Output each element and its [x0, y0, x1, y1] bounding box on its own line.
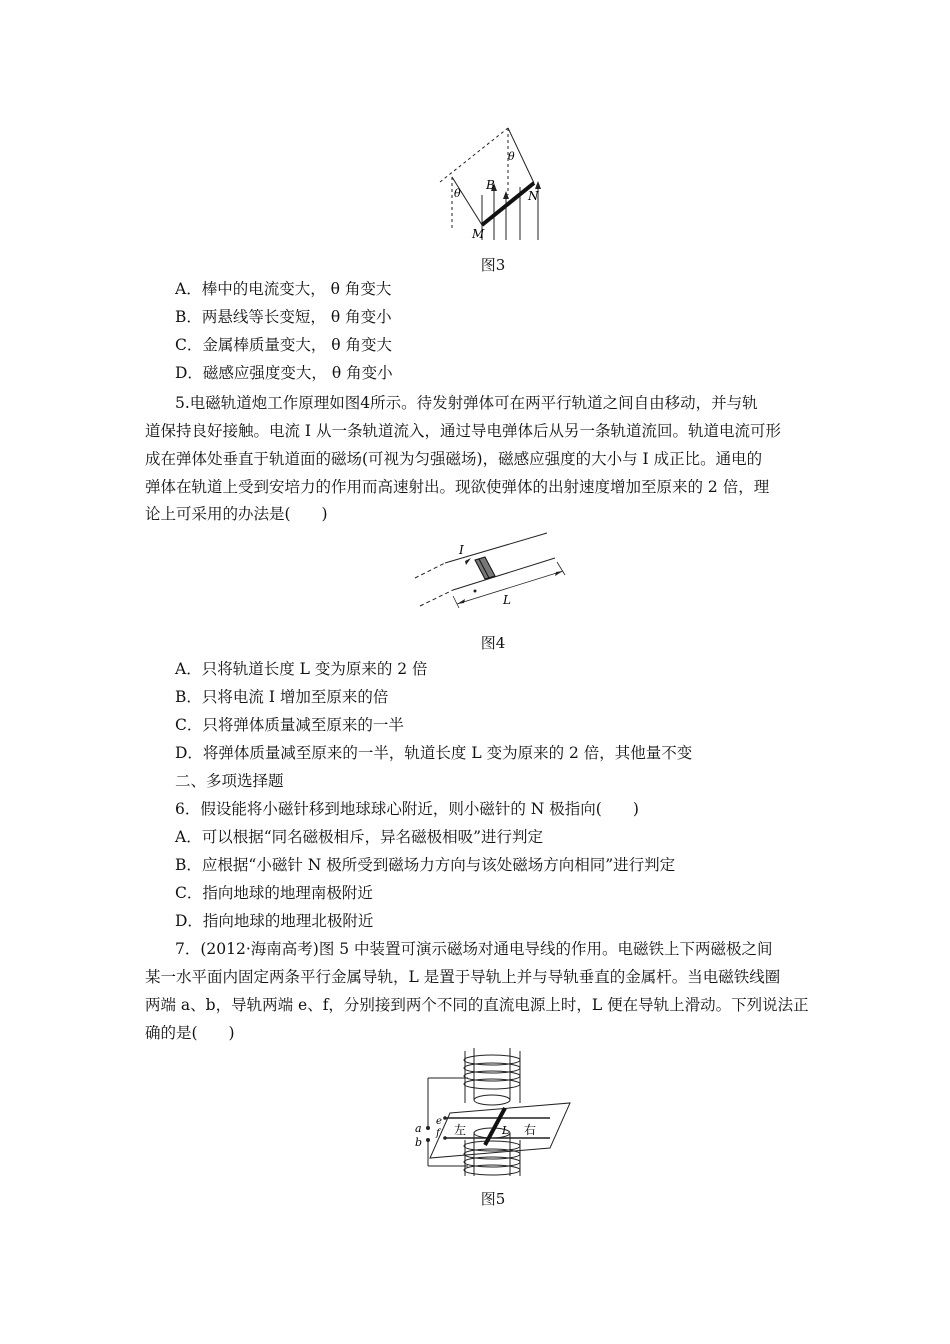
- fig3-B-label: B: [486, 178, 495, 192]
- fig3-theta2-label: θ: [508, 150, 515, 163]
- figure-3-caption: 图3: [480, 256, 506, 274]
- q5-stem-line-3: 成在弹体处垂直于轨道面的磁场(可视为匀强磁场)，磁感应强度的大小与 I 成正比。通电的: [145, 450, 763, 468]
- q7-stem-line-2: 某一水平面内固定两条平行金属导轨，L 是置于导轨上并与导轨垂直的金属杆。当电磁铁线圈: [145, 968, 781, 986]
- fig3-M-label: M: [472, 227, 485, 241]
- q5-stem-line-5: 论上可采用的办法是( ): [145, 505, 328, 523]
- q4-option-c: C．金属棒质量变大， θ 角变大: [175, 336, 393, 354]
- q5-stem-line-4: 弹体在轨道上受到安培力的作用而高速射出。现欲使弹体的出射速度增加至原来的 2 倍，理: [145, 478, 770, 496]
- q6-option-d: D．指向地球的地理北极附近: [175, 912, 374, 930]
- fig3-theta1-label: θ: [454, 187, 461, 200]
- fig4-I-label: I: [459, 543, 464, 557]
- fig3-N-label: N: [528, 189, 539, 203]
- q5-stem-line-1: 5.电磁轨道炮工作原理如图4所示。待发射弹体可在两平行轨道之间自由移动，并与轨: [175, 394, 758, 412]
- q6-option-c: C．指向地球的地理南极附近: [175, 884, 373, 902]
- q7-stem-line-1: 7．(2012·海南高考)图 5 中装置可演示磁场对通电导线的作用。电磁铁上下两磁极之间: [175, 940, 773, 958]
- figure-4-diagram: [405, 528, 575, 618]
- figure-3-diagram: [430, 125, 560, 245]
- fig5-f-label: f: [436, 1128, 440, 1139]
- figure-4-caption: 图4: [480, 634, 506, 652]
- figure-5-diagram: [410, 1048, 580, 1178]
- fig5-a-label: a: [415, 1122, 422, 1135]
- fig5-L-label: L: [502, 1124, 510, 1137]
- q6-option-a: A．可以根据“同名磁极相斥，异名磁极相吸”进行判定: [175, 828, 544, 846]
- q5-option-b: B．只将电流 I 增加至原来的倍: [175, 688, 389, 706]
- q7-stem-line-3: 两端 a、b，导轨两端 e、f，分别接到两个不同的直流电源上时，L 便在导轨上滑动。下列说法正: [145, 996, 809, 1014]
- q5-option-d: D．将弹体质量减至原来的一半，轨道长度 L 变为原来的 2 倍，其他量不变: [175, 744, 693, 762]
- q6-stem: 6．假设能将小磁针移到地球球心附近，则小磁针的 N 极指向( ): [175, 800, 639, 818]
- figure-5-caption: 图5: [480, 1190, 506, 1208]
- q5-option-a: A．只将轨道长度 L 变为原来的 2 倍: [175, 660, 428, 678]
- fig4-L-label: L: [503, 593, 511, 607]
- q5-option-c: C．只将弹体质量减至原来的一半: [175, 716, 404, 734]
- fig5-left-label: 左: [454, 1123, 467, 1137]
- q7-stem-line-4: 确的是( ): [145, 1024, 235, 1042]
- fig5-b-label: b: [415, 1136, 423, 1149]
- section-heading: 二、多项选择题: [175, 772, 284, 790]
- q4-option-d: D．磁感应强度变大， θ 角变小: [175, 364, 393, 382]
- fig5-right-label: 右: [524, 1123, 537, 1137]
- q6-option-b: B．应根据“小磁针 N 极所受到磁场力方向与该处磁场方向相同”进行判定: [175, 856, 676, 874]
- q4-option-a: A．棒中的电流变大， θ 角变大: [175, 280, 392, 298]
- q5-stem-line-2: 道保持良好接触。电流 I 从一条轨道流入，通过导电弹体后从另一条轨道流回。轨道电流可形: [145, 422, 781, 440]
- q4-option-b: B．两悬线等长变短， θ 角变小: [175, 308, 392, 326]
- fig5-e-label: e: [436, 1116, 442, 1127]
